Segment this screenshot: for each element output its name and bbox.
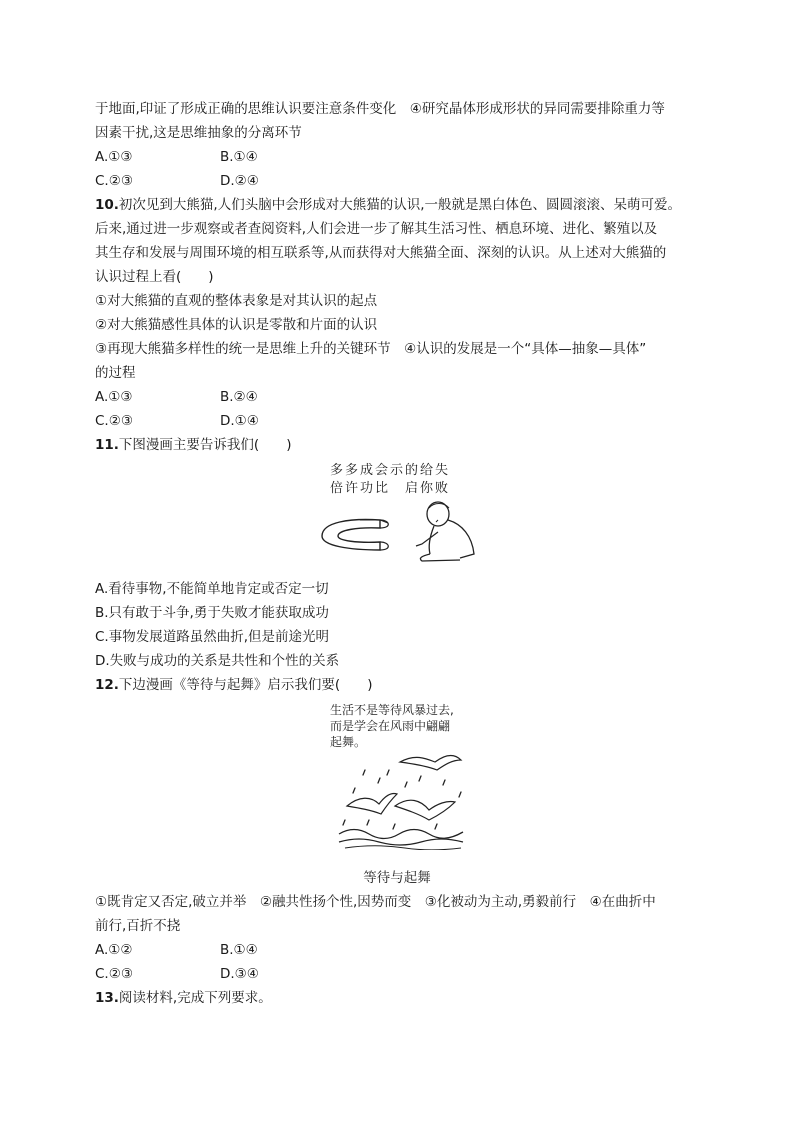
q12-cartoon-caption: 等待与起舞 bbox=[363, 870, 431, 886]
q9-option-c: C.②③ bbox=[95, 173, 133, 189]
q11-cartoon-text-row-1: 多多成会示的给失 bbox=[330, 463, 451, 478]
q12-statements-cont: 前行,百折不挠 bbox=[95, 918, 181, 934]
q11-cartoon-image bbox=[310, 458, 490, 570]
q13-number: 13. bbox=[95, 990, 119, 1006]
q10-statement-3-cont: 的过程 bbox=[95, 365, 136, 381]
q11-stem bbox=[95, 436, 291, 454]
q10-option-b: B.②④ bbox=[220, 389, 258, 405]
q12-statements: ①既肯定又否定,破立并举 ②融共性扬个性,因势而变 ③化被动为主动,勇毅前行 ④在曲折中 bbox=[95, 894, 656, 910]
q9-option-b: B.①④ bbox=[220, 149, 258, 165]
q10-stem-line-1 bbox=[95, 196, 681, 214]
q12-stem bbox=[95, 676, 372, 694]
q10-option-d: D.①④ bbox=[220, 413, 259, 429]
q12-cartoon-text-line-1: 生活不是等待风暴过去, bbox=[330, 703, 454, 717]
intro-line-1: 于地面,印证了形成正确的思维认识要注意条件变化 ④研究晶体形成形状的异同需要排除重力等 bbox=[95, 101, 665, 117]
q10-statement-2: ②对大熊猫感性具体的认识是零散和片面的认识 bbox=[95, 317, 378, 333]
q12-option-d: D.③④ bbox=[220, 966, 259, 982]
q10-stem-text: 初次见到大熊猫,人们头脑中会形成对大熊猫的认识,一般就是黑白体色、圆圆滚滚、呆萌可爱。 bbox=[118, 197, 682, 213]
q11-option-d: D.失败与成功的关系是共性和个性的关系 bbox=[95, 653, 340, 669]
q10-stem-line-2: 后来,通过进一步观察或者查阅资料,人们会进一步了解其生活习性、栖息环境、进化、繁殖以及 bbox=[95, 221, 658, 237]
q10-statement-1: ①对大熊猫的直观的整体表象是对其认识的起点 bbox=[95, 293, 378, 309]
q12-option-b: B.①④ bbox=[220, 942, 258, 958]
intro-line-2: 因素干扰,这是思维抽象的分离环节 bbox=[95, 125, 302, 141]
q11-number: 11. bbox=[95, 437, 119, 453]
q12-option-a: A.①② bbox=[95, 942, 133, 958]
q11-option-b: B.只有敢于斗争,勇于失败才能获取成功 bbox=[95, 605, 329, 621]
q10-option-c: C.②③ bbox=[95, 413, 133, 429]
q10-number: 10. bbox=[95, 197, 119, 213]
q11-option-a: A.看待事物,不能简单地肯定或否定一切 bbox=[95, 581, 329, 597]
q13-stem-text: 阅读材料,完成下列要求。 bbox=[118, 990, 272, 1006]
q13-stem bbox=[95, 989, 272, 1007]
q12-option-c: C.②③ bbox=[95, 966, 133, 982]
q11-option-c: C.事物发展道路虽然曲折,但是前途光明 bbox=[95, 629, 330, 645]
q12-cartoon-text-line-2: 而是学会在风雨中翩翩 bbox=[330, 719, 451, 733]
q10-statement-3: ③再现大熊猫多样性的统一是思维上升的关键环节 ④认识的发展是一个“具体—抽象—具体” bbox=[95, 341, 647, 357]
q11-stem-text: 下图漫画主要告诉我们( ) bbox=[118, 437, 292, 453]
q12-number: 12. bbox=[95, 677, 119, 693]
q12-stem-text: 下边漫画《等待与起舞》启示我们要( ) bbox=[118, 677, 373, 693]
q10-stem-line-3: 其生存和发展与周围环境的相互联系等,从而获得对大熊猫全面、深刻的认识。从上述对大熊猫的 bbox=[95, 245, 667, 261]
q10-stem-line-4: 认识过程上看( ) bbox=[95, 269, 214, 285]
q12-cartoon-image bbox=[325, 700, 475, 850]
q9-option-a: A.①③ bbox=[95, 149, 133, 165]
q9-option-d: D.②④ bbox=[220, 173, 259, 189]
q11-cartoon-text-row-2: 倍许功比 启你败 bbox=[330, 481, 451, 496]
q10-option-a: A.①③ bbox=[95, 389, 133, 405]
q12-cartoon-text-line-3: 起舞。 bbox=[330, 735, 367, 749]
